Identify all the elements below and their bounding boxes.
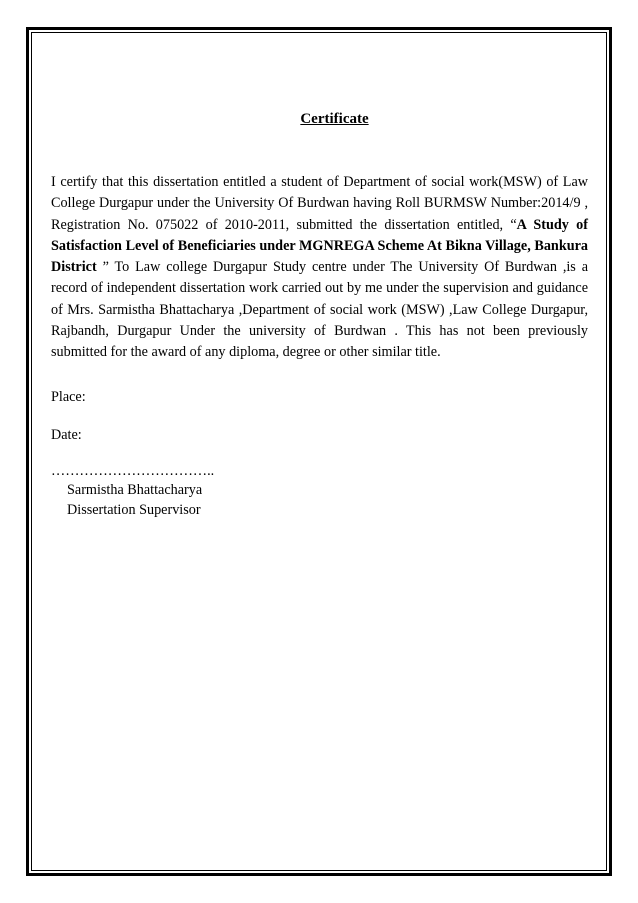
certificate-paragraph	[51, 172, 588, 364]
signature-line: ……………………………..	[51, 463, 215, 479]
signer-name: Sarmistha Bhattacharya	[67, 482, 203, 498]
dissertation-title: A Study of Satisfaction Level of Beneficiaries under MGNREGA Scheme At Bikna Village, Bankura District	[51, 216, 588, 276]
certificate-title: Certificate	[300, 111, 369, 127]
place-label: Place:	[51, 389, 86, 405]
paragraph-outro: ” To Law college Durgapur Study centre under The University Of Burdwan ,is a record of independent dissertation work carried out by me under the supervision and guidance of Mrs. Sarmistha Bhattacharya ,Department of social work (MSW) ,Law College Durgapur, Rajbandh, Durgapur Under the university of Burdwan . This has not been previously submitted for the award of any diploma, degree or other similar title.	[51, 259, 588, 361]
signer-role: Dissertation Supervisor	[67, 502, 201, 518]
page-border-inner	[31, 32, 607, 871]
paragraph-intro: I certify that this dissertation entitled a student of Department of social work(MSW) of Law College Durgapur under the University Of Burdwan having Roll BURMSW Number:2014/9 , Registration No. 075022 of 2010-2011, submitted the dissertation entitled, “	[51, 174, 588, 233]
date-label: Date:	[51, 427, 82, 443]
